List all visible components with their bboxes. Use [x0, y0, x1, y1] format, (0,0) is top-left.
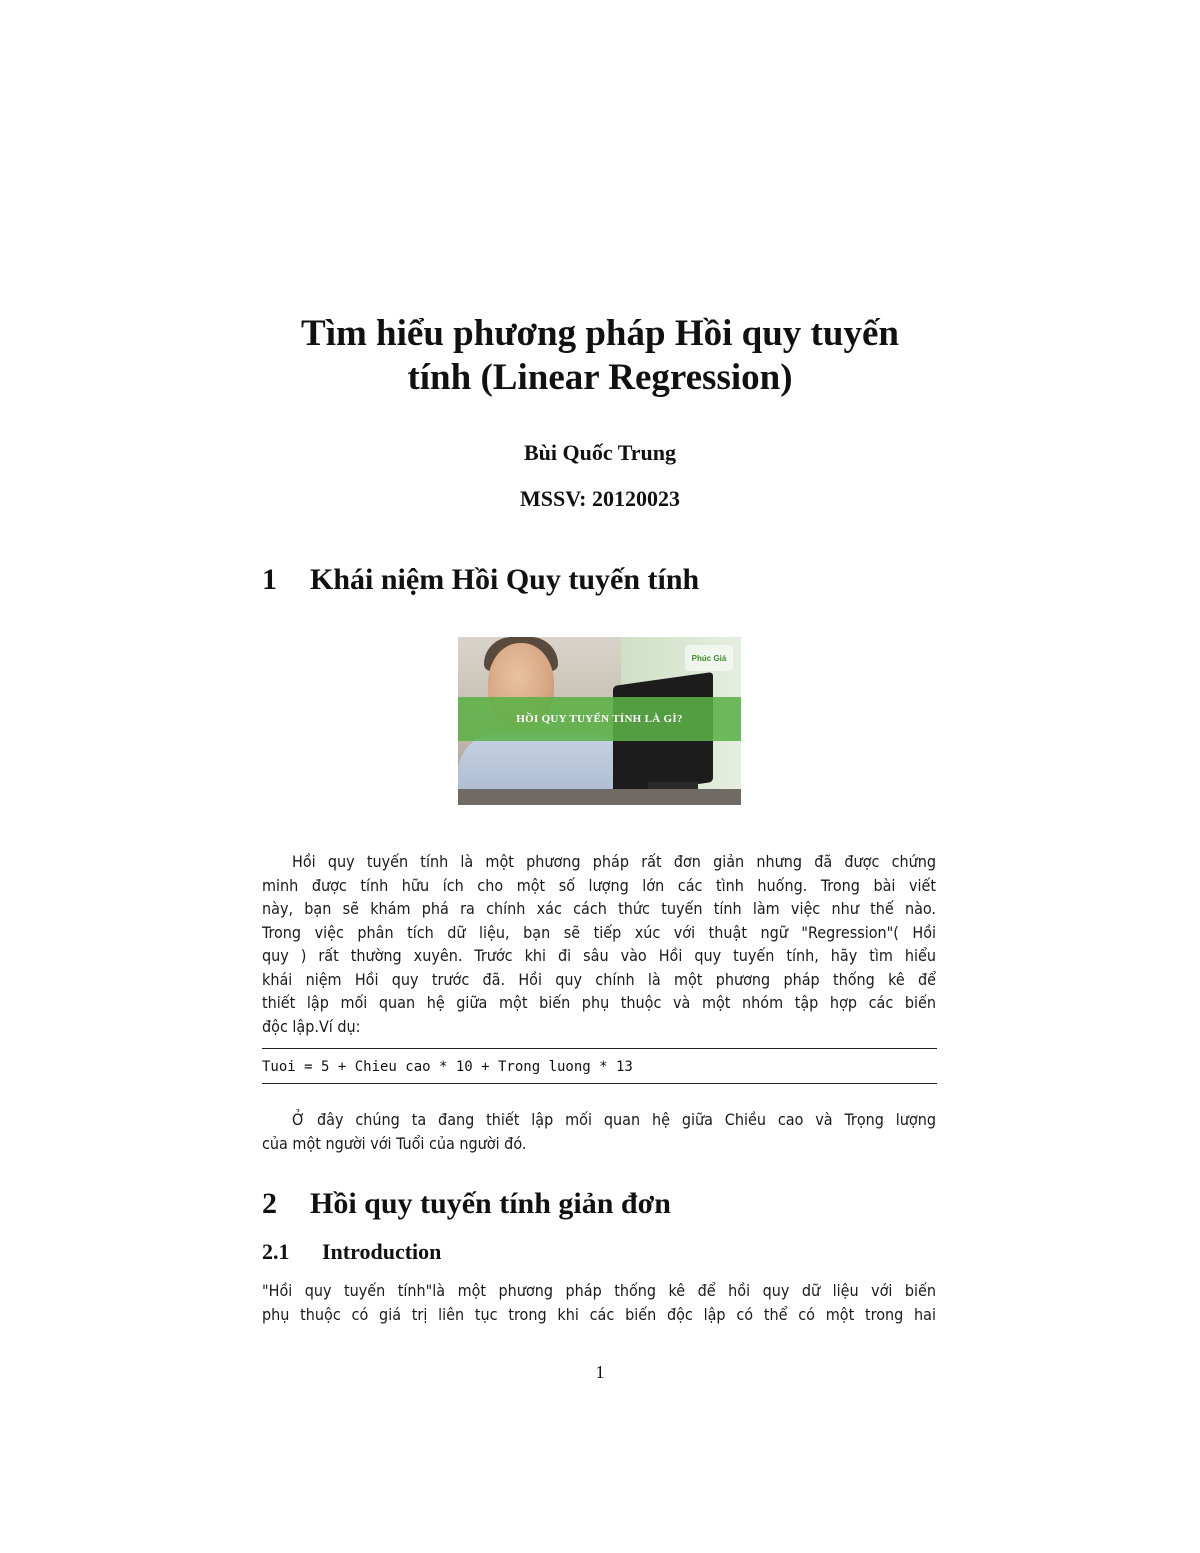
section-title: Hồi quy tuyến tính giản đơn	[310, 1187, 671, 1220]
text-line: Ở đây chúng ta đang thiết lập mối quan hệ giữa Chiều cao và Trọng lượng	[292, 1110, 936, 1129]
paragraph-1	[262, 850, 936, 1038]
code-rule-top	[262, 1048, 937, 1049]
section-number: 1	[262, 563, 277, 596]
code-example: Tuoi = 5 + Chieu cao * 10 + Trong luong * 13	[262, 1059, 633, 1075]
subsection-2-1-heading	[262, 1238, 441, 1266]
section-number: 2	[262, 1187, 277, 1220]
document-title	[0, 312, 1200, 400]
student-id: MSSV: 20120023	[520, 486, 680, 511]
text-line: độc lập.Ví dụ:	[262, 1016, 361, 1036]
page-number: 1	[595, 1362, 605, 1382]
author-name: Bùi Quốc Trung	[523, 440, 676, 465]
code-rule-bottom	[262, 1083, 937, 1084]
text-line: Hồi quy tuyến tính là một phương pháp rất đơn giản nhưng đã được chứng	[292, 852, 936, 871]
text-line: Trong việc phân tích dữ liệu, bạn sẽ tiếp xúc với thuật ngữ "Regression"( Hồi	[262, 922, 936, 942]
text-line: "Hồi quy tuyến tính"là một phương pháp thống kê để hồi quy dữ liệu với biến	[262, 1281, 936, 1300]
text-line: này, bạn sẽ khám phá ra chính xác cách thức tuyến tính làm việc như thế nào.	[262, 899, 936, 918]
section-1-heading	[262, 562, 699, 598]
banner-text: HỒI QUY TUYẾN TÍNH LÀ GÌ?	[516, 713, 683, 725]
text-line: của một người với Tuổi của người đó.	[262, 1133, 527, 1153]
illustration-image	[458, 637, 741, 805]
text-line: thiết lập mối quan hệ giữa một biến phụ thuộc và một nhóm tập hợp các biến	[262, 993, 936, 1012]
logo: Phúc Giá	[685, 645, 733, 671]
text-line: quy ) rất thường xuyên. Trước khi đi sâu vào Hồi quy tuyến tính, hãy tìm hiểu	[262, 946, 936, 965]
text-line: khái niệm Hồi quy trước đã. Hồi quy chính là một phương pháp thống kê để	[262, 969, 936, 989]
title-line-2: tính (Linear Regression)	[407, 357, 793, 398]
paragraph-2	[262, 1108, 936, 1155]
section-title: Khái niệm Hồi Quy tuyến tính	[310, 563, 700, 596]
title-line-1: Tìm hiểu phương pháp Hồi quy tuyến	[301, 313, 899, 354]
desk	[458, 789, 741, 805]
section-2-heading	[262, 1186, 671, 1222]
subsection-title: Introduction	[322, 1239, 442, 1264]
text-line: phụ thuộc có giá trị liên tục trong khi các biến độc lập có thể có một trong hai	[262, 1304, 936, 1324]
image-banner	[458, 697, 741, 741]
subsection-number: 2.1	[262, 1239, 290, 1264]
paragraph-3	[262, 1279, 936, 1326]
text-line: minh được tính hữu ích cho một số lượng lớn các tình huống. Trong bài viết	[262, 875, 936, 895]
